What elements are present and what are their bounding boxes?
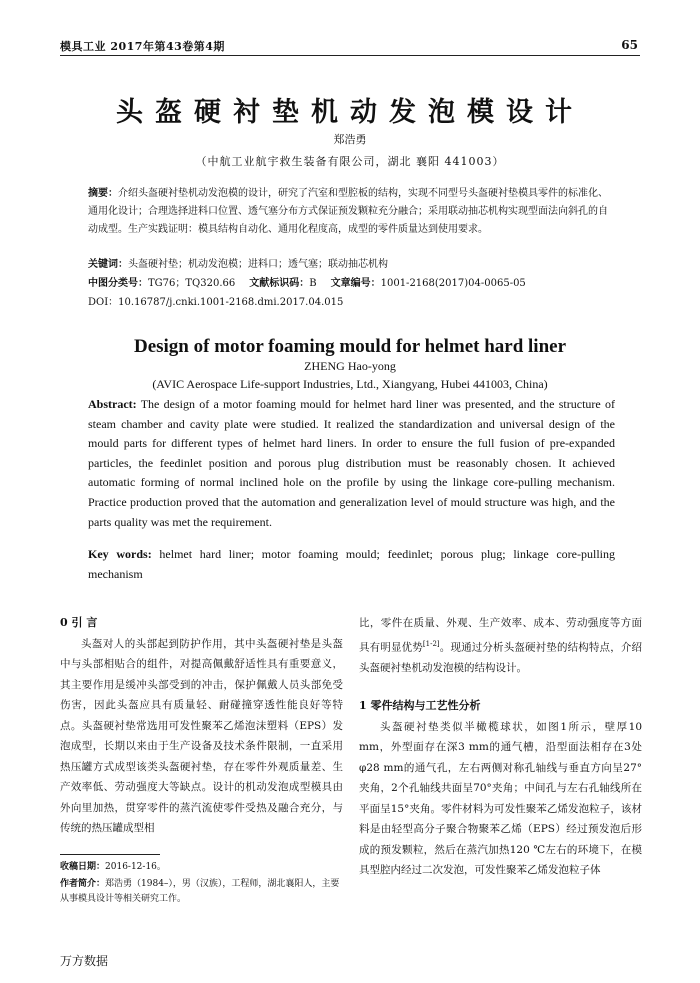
- abstract-chinese: [88, 185, 615, 239]
- keywords-en-text: helmet hard liner; motor foaming mould; feedinlet; porous plug; linkage core-pulling mechanism: [88, 547, 615, 581]
- intro-cont-text-2: 。现通过分析头盔硬衬垫的结构特点，介绍头盔硬衬垫机动发泡模的结构设计。: [359, 641, 643, 674]
- keywords-en-label: Key words:: [88, 547, 152, 561]
- intro-continuation: [359, 613, 642, 678]
- footnote-author: [60, 877, 343, 907]
- intro-paragraph: 头盔对人的头部起到防护作用，其中头盔硬衬垫是头盔中与头部相贴合的组件，对提高佩戴舒适性具有重要意义，其主要作用是缓冲头部受到的冲击，保护佩戴人员头部免受伤害，因此头盔应具有质量轻、耐碰撞穿透性能良好等特点。头盔硬衬垫常选用可发性聚苯乙烯泡沫塑料（EPS）发泡成型，长期以来由于生产设备及技术条件限制，一直采用热压罐方式成型该类头盔硬衬垫，存在零件外观质量差、生产效率低、劳动强度大等缺点。设计的机动发泡成型模具由外向里加热，贯穿零件的蒸汽流使零件受热及融合充分，与传统的热压罐成型相: [60, 637, 343, 834]
- section1-paragraph: 头盔硬衬垫类似半橄榄球状，如图1所示，壁厚10 mm，外型面存在深3 mm的通气槽，沿型面法相存在3处φ28 mm的通气孔，左右两侧对称孔轴线与垂直方向呈27°夹角，2个孔轴线共面呈70°夹角；中间孔与左右孔轴线所在平面呈15°夹角。零件材料为可发性聚苯乙烯发泡粒子，该材料是由轻型高分子聚合物聚苯乙烯（EPS）经过预发泡后形成的预发颗粒，然后在蒸汽加热120 ℃左右的环境下，在模具型腔内经过二次发泡，可发性聚苯乙烯发泡粒子体: [359, 720, 642, 876]
- article-number-label: 文章编号：: [330, 278, 381, 289]
- watermark: 万方数据: [60, 954, 109, 968]
- keywords-cn-text: 头盔硬衬垫；机动发泡模；进料口；透气塞；联动抽芯机构: [128, 259, 388, 270]
- author-bio-value: 郑浩勇（1984–），男（汉族），工程师，湖北襄阳人，主要从事模具设计等相关研究工作。: [60, 879, 340, 904]
- section-heading-1: 1 零件结构与工艺性分析: [359, 699, 481, 712]
- author-bio-label: 作者简介：: [60, 879, 106, 889]
- abstract-cn-label: 摘要：: [88, 188, 118, 199]
- header-rule: [60, 55, 640, 56]
- affiliation-chinese: （中航工业航宇救生装备有限公司，湖北 襄阳 441003）: [195, 155, 505, 168]
- section-heading-intro: 0 引 言: [60, 616, 98, 629]
- keywords-english: [88, 545, 615, 584]
- received-value: 2016-12-16。: [105, 862, 166, 872]
- doc-code-label: 文献标识码：: [249, 278, 310, 289]
- keywords-cn-label: 关键词：: [88, 259, 128, 270]
- page-number: 65: [621, 38, 638, 52]
- article-number-value: 1001-2168(2017)04-0065-05: [380, 278, 526, 289]
- abstract-en-label: Abstract:: [88, 397, 137, 411]
- abstract-cn-text: 介绍头盔硬衬垫机动发泡模的设计，研究了汽室和型腔板的结构，实现不同型号头盔硬衬垫模具零件的标准化、通用化设计；合理选择进料口位置、透气塞分布方式保证预发颗粒充分融合；采用联动抽芯机构实现型面法向斜孔的自动成型。生产实践证明：模具结构自动化、通用化程度高，成型的零件质量达到使用要求。: [88, 188, 608, 235]
- author-chinese: 郑浩勇: [333, 133, 367, 146]
- affiliation-english: (AVIC Aerospace Life-support Industries, Ltd., Xiangyang, Hubei 441003, China): [152, 377, 548, 391]
- citation: [1-2]: [422, 639, 440, 648]
- title-english: Design of motor foaming mould for helmet hard liner: [133, 336, 567, 357]
- keywords-chinese: [88, 256, 615, 274]
- right-column: [359, 613, 642, 881]
- clc-label: 中图分类号：: [88, 278, 148, 289]
- footnote-received: [60, 860, 343, 875]
- doi: DOI：10.16787/j.cnki.1001-2168.dmi.2017.04.015: [88, 297, 344, 308]
- received-label: 收稿日期：: [60, 862, 106, 872]
- title-chinese: 头盔硬衬垫机动发泡模设计: [116, 97, 584, 128]
- classification-line: [88, 275, 615, 293]
- author-english: ZHENG Hao-yong: [304, 359, 396, 373]
- running-header: 模具工业 2017年第43卷第4期: [60, 40, 225, 53]
- clc-value: TG76；TQ320.66: [148, 278, 236, 289]
- intro-cont-text: 比，零件在质量、外观、生产效率、成本、劳动强度等方面具有明显优势: [359, 617, 642, 653]
- doc-code-value: B: [309, 278, 317, 289]
- footnote-rule: [60, 854, 160, 855]
- abstract-en-text: The design of a motor foaming mould for helmet hard liner was presented, and the structure of steam chamber and cavity plate were studied. It realized the standardization and universal design of the mould parts for different types of helmet hard liners. In order to ensure the full fusion of pre-expanded particles, the feedinlet position and porous plug distribution must be reasonably chosen. It achieved automatic forming of normal inclined hole on the profile by using the linkage core-pulling mechanism. Practice production proved that the automation and generalization level of mould structure was high, and the parts quality was met the requirement.: [88, 397, 615, 529]
- left-column: [60, 613, 343, 839]
- abstract-english: [88, 395, 615, 532]
